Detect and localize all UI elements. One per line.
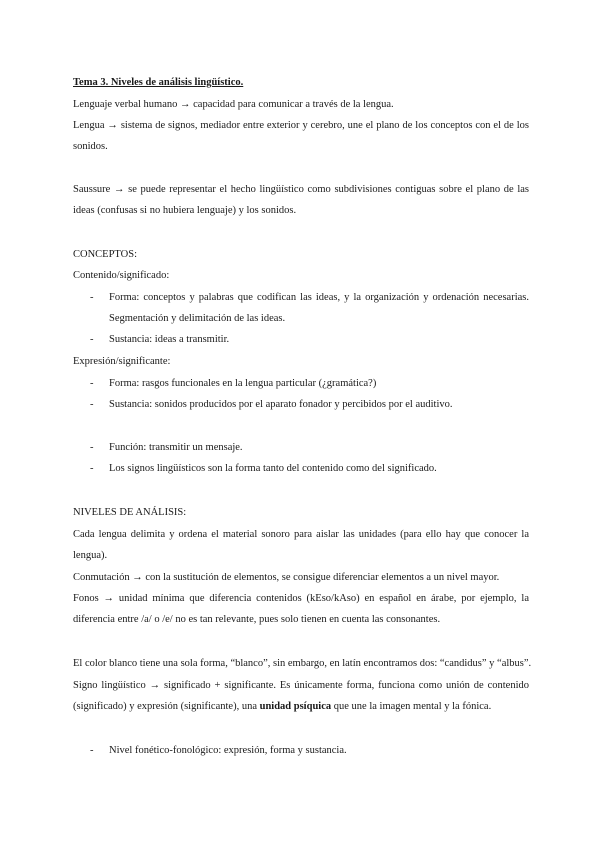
bullet-dash: - — [90, 399, 94, 410]
forma2-line: Forma: rasgos funcionales en la lengua particular (¿gramática?) — [109, 378, 377, 389]
saussure-line-b: ideas (confusas si no hubiera lenguaje) y los sonidos. — [73, 205, 297, 216]
signo-line-3-post: que une la imagen mental y la fónica. — [333, 701, 492, 712]
saussure-line-a: Saussure → se puede representar el hecho lingüístico como subdivisiones contiguas sobre el plano de las — [73, 184, 529, 195]
niveles-p1a: Cada lengua delimita y ordena el material sonoro para aislar las unidades (para ello hay que conocer la — [73, 529, 529, 540]
conmutacion-line: Conmutación → con la sustitución de elementos, se consigue diferenciar elementos a un nivel mayor. — [73, 572, 500, 583]
bullet-dash: - — [90, 745, 94, 756]
forma-line-b: Segmentación y delimitación de las ideas. — [109, 313, 286, 324]
conceptos-heading: CONCEPTOS: — [73, 249, 137, 260]
nivel-fonetico-line: Nivel fonético-fonológico: expresión, forma y sustancia. — [109, 745, 347, 756]
signo-line-2: Signo lingüístico → significado + significante. Es únicamente forma, funciona como unión de contenido — [73, 680, 529, 691]
unidad-psiquica-bold: unidad psíquica — [259, 701, 332, 712]
bullet-dash: - — [90, 292, 94, 303]
fonos-line-b: diferencia entre /a/ o /e/ no es tan relevante, pues solo tienen en cuenta las consonantes. — [73, 614, 441, 625]
bullet-dash: - — [90, 334, 94, 345]
intro-line-2a: Lengua → sistema de signos, mediador entre exterior y cerebro, une el plano de los conceptos con el de los — [73, 120, 529, 131]
intro-line-2b: sonidos. — [73, 141, 108, 152]
sustancia-line: Sustancia: ideas a transmitir. — [109, 334, 230, 345]
funcion-line: Función: transmitir un mensaje. — [109, 442, 243, 453]
forma-line-a: Forma: conceptos y palabras que codifican las ideas, y la organización y ordenación necesarias. — [109, 292, 529, 303]
sustancia2-line: Sustancia: sonidos producidos por el aparato fonador y percibidos por el auditivo. — [109, 399, 453, 410]
blanco-line-1: El color blanco tiene una sola forma, “blanco”, sin embargo, en latín encontramos dos: “candidus” y “albus”. — [73, 658, 532, 669]
fonos-line-a: Fonos → unidad mínima que diferencia contenidos (kEso/kAso) en español en árabe, por ejemplo, la — [73, 593, 529, 604]
bullet-dash: - — [90, 442, 94, 453]
contenido-label: Contenido/significado: — [73, 270, 170, 281]
intro-line-1: Lenguaje verbal humano → capacidad para comunicar a través de la lengua. — [73, 99, 394, 110]
page-title: Tema 3. Niveles de análisis lingüístico. — [73, 77, 244, 88]
niveles-heading: NIVELES DE ANÁLISIS: — [73, 507, 187, 518]
expresion-label: Expresión/significante: — [73, 356, 171, 367]
signo-line-3 — [73, 700, 491, 714]
signos-line: Los signos lingüísticos son la forma tanto del contenido como del significado. — [109, 463, 437, 474]
niveles-p1b: lengua). — [73, 550, 108, 561]
bullet-dash: - — [90, 378, 94, 389]
bullet-dash: - — [90, 463, 94, 474]
signo-line-3-pre: (significado) y expresión (significante), una — [73, 701, 257, 712]
